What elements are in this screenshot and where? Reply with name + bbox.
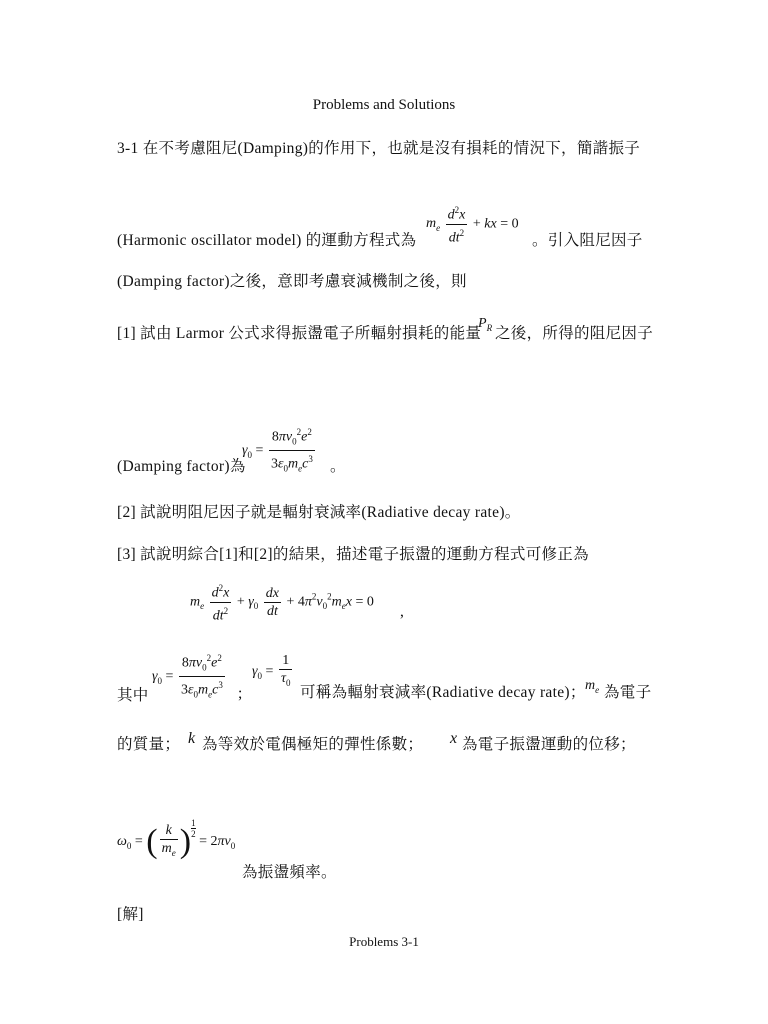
equation-gamma0: $\gamma_0$ = $\frac{8\pi\nu_0^2e^2}{3\varepsilon_0m_ec^3}$ <box>242 424 317 478</box>
question-2: [2] 試說明阻尼因子就是輻射衰減率(Radiative decay rate)。 <box>117 504 521 521</box>
page-header: Problems and Solutions <box>312 97 456 113</box>
equation-gamma0-again: $\gamma_0$ = $\frac{8\pi\nu_0^2e^2}{3\varepsilon_0m_ec^3}$ <box>152 650 227 704</box>
electron-label: 為電子 <box>604 684 652 701</box>
where-label: 其中 <box>117 687 149 704</box>
damping-factor-period: 。 <box>330 458 346 475</box>
question-1-right: 之後，所得的阻尼因子 <box>495 325 654 342</box>
equation-omega0: $\omega_0$ = ( $\frac{k}{m_e}$ ) $\frac{1}{2}$ = $2\pi\nu_0$ <box>117 818 236 860</box>
mass-line-c: 為電子振盪運動的位移； <box>462 736 636 753</box>
question-3: [3] 試說明綜合[1]和[2]的結果，描述電子振盪的運動方程式可修正為 <box>117 546 589 563</box>
equation-gamma-tau: $\gamma_0$ = $\frac{1}{\tau_0}$ <box>252 653 291 688</box>
power-symbol: $P_R$ <box>478 316 493 333</box>
mass-line-a: 的質量； <box>117 736 181 753</box>
omega-description: 為振盪頻率。 <box>242 864 337 881</box>
damping-factor-label: (Damping factor)為 <box>117 458 246 475</box>
where-separator: ; <box>238 685 243 702</box>
k-symbol: k <box>188 730 196 747</box>
x-symbol: x <box>450 730 458 747</box>
equation-damped-comma: , <box>400 603 405 620</box>
equation-damped: $m_e$ $\frac{d^2x}{dt^2}$ + $\gamma_0$ $\frac{dx}{dt}$ + $4\pi^2\nu_0^2m_ex = 0$ <box>190 580 374 624</box>
problem-oscillator-line-left: (Harmonic oscillator model) 的運動方程式為 <box>117 232 417 249</box>
solution-label: [解] <box>117 906 144 923</box>
problem-intro-line: 3-1 在不考慮阻尼(Damping)的作用下，也就是沒有損耗的情況下，簡諧振子 <box>117 140 641 157</box>
equation-undamped: $m_e$ $\frac{d^2x}{dt^2}$ + kx = 0 <box>426 202 519 246</box>
problem-oscillator-line-right: 。引入阻尼因子 <box>532 232 643 249</box>
problem-damping-factor-line: (Damping factor)之後，意即考慮衰減機制之後，則 <box>117 273 467 290</box>
mass-line-b: 為等效於電偶極矩的彈性係數； <box>202 736 424 753</box>
mass-symbol: $m_e$ <box>585 678 600 695</box>
radiative-decay-text: 可稱為輻射衰減率(Radiative decay rate)； <box>300 684 586 701</box>
page-footer: Problems 3-1 <box>349 934 419 949</box>
question-1-left: [1] 試由 Larmor 公式求得振盪電子所輻射損耗的能量 <box>117 325 482 342</box>
